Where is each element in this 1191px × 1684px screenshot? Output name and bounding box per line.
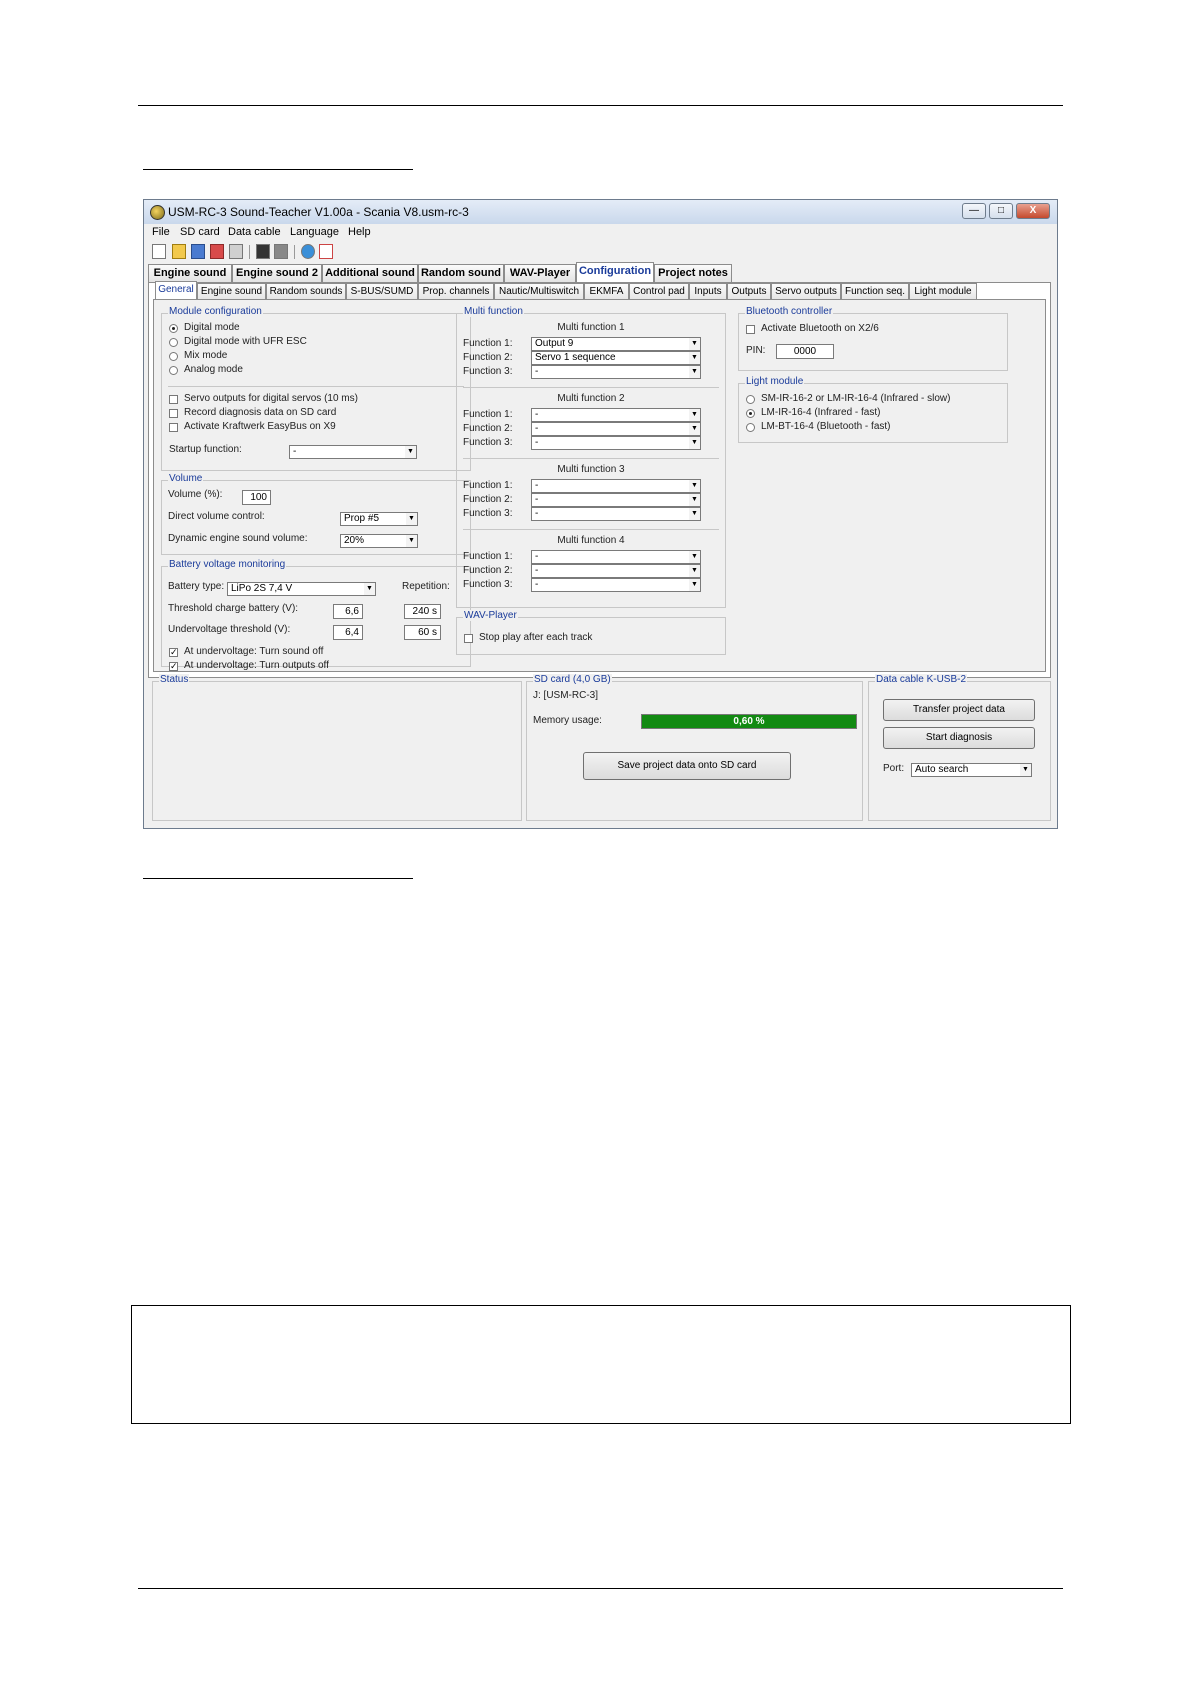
close-button[interactable]: X <box>1016 203 1050 219</box>
divider <box>463 458 719 459</box>
battery-monitoring-group <box>161 559 471 671</box>
save-icon[interactable] <box>191 244 205 259</box>
note-box <box>131 1305 1071 1424</box>
subtab-general[interactable]: General <box>155 281 197 299</box>
tab-configuration[interactable]: Configuration <box>576 262 654 282</box>
section-underline-2 <box>143 878 413 879</box>
direct-volume-select[interactable] <box>340 512 418 526</box>
select-value: - <box>293 446 297 457</box>
group-title: Status <box>160 674 189 685</box>
threshold-repetition-input[interactable]: 240 s <box>404 604 441 619</box>
subtab-inputs[interactable]: Inputs <box>689 283 727 299</box>
chevron-down-icon: ▼ <box>689 338 700 350</box>
battery-type-label: Battery type: <box>168 581 225 592</box>
maximize-button[interactable]: □ <box>989 203 1013 219</box>
select-value: Servo 1 sequence <box>535 352 616 363</box>
connect-icon[interactable] <box>274 244 288 259</box>
app-window <box>143 199 1058 829</box>
port-label: Port: <box>883 763 905 774</box>
info-icon[interactable] <box>319 244 333 259</box>
save-as-icon[interactable] <box>210 244 224 259</box>
configuration-page <box>148 282 1051 678</box>
menu-file[interactable]: File <box>152 226 170 238</box>
toolbar <box>144 242 1057 262</box>
dynamic-volume-select[interactable] <box>340 534 418 548</box>
group-title: Volume <box>169 473 203 484</box>
subtab-nautic-multiswitch[interactable]: Nautic/Multiswitch <box>494 283 584 299</box>
multi-function-heading: Multi function 2 <box>557 393 625 404</box>
multi-function-heading: Multi function 3 <box>557 464 625 475</box>
function-label: Function 1: <box>463 338 513 349</box>
startup-function-select[interactable] <box>289 445 417 459</box>
tab-additional-sound[interactable]: Additional sound <box>322 264 418 282</box>
chevron-down-icon: ▼ <box>689 480 700 492</box>
group-title: Data cable K-USB-2 <box>876 674 967 685</box>
function-label: Function 2: <box>463 565 513 576</box>
startup-function-label: Startup function: <box>169 444 242 455</box>
header-rule <box>138 105 1063 106</box>
select-value: - <box>535 494 539 505</box>
pin-label: PIN: <box>746 345 766 356</box>
menu-help[interactable]: Help <box>348 226 371 238</box>
checkbox-label: At undervoltage: Turn outputs off <box>184 660 329 671</box>
checkbox-easybus[interactable] <box>169 423 178 432</box>
select-value: 20% <box>344 535 365 546</box>
menu-data-cable[interactable]: Data cable <box>228 226 281 238</box>
function-select[interactable] <box>531 337 701 351</box>
tab-wav-player[interactable]: WAV-Player <box>504 264 576 282</box>
group-title: Battery voltage monitoring <box>169 559 286 570</box>
chevron-down-icon: ▼ <box>689 551 700 563</box>
group-title: Module configuration <box>169 306 262 317</box>
volume-group <box>161 473 471 555</box>
function-label: Function 2: <box>463 423 513 434</box>
function-select[interactable] <box>531 493 701 507</box>
app-icon <box>150 205 165 220</box>
select-value: - <box>535 366 539 377</box>
pin-input[interactable]: 0000 <box>776 344 834 359</box>
select-value: - <box>535 579 539 590</box>
radio-light-fast[interactable] <box>746 409 755 418</box>
port-select[interactable] <box>911 763 1032 777</box>
multi-function-heading: Multi function 4 <box>557 535 625 546</box>
select-value: - <box>535 437 539 448</box>
tab-engine-sound[interactable]: Engine sound <box>148 264 232 282</box>
minimize-button[interactable]: — <box>962 203 986 219</box>
tab-project-notes[interactable]: Project notes <box>654 264 732 282</box>
function-select[interactable] <box>531 479 701 493</box>
function-label: Function 2: <box>463 494 513 505</box>
function-select[interactable] <box>531 422 701 436</box>
select-value: Auto search <box>915 764 969 775</box>
threshold-charge-label: Threshold charge battery (V): <box>168 603 299 614</box>
chevron-down-icon: ▼ <box>689 352 700 364</box>
chevron-down-icon: ▼ <box>689 409 700 421</box>
checkbox-undervoltage-outputs[interactable]: ✓ <box>170 661 178 671</box>
radio-label: Mix mode <box>184 350 228 361</box>
group-title: SD card (4,0 GB) <box>534 674 611 685</box>
wav-player-group <box>456 610 726 655</box>
chevron-down-icon: ▼ <box>689 494 700 506</box>
memory-usage-value: 0,60 % <box>733 716 765 727</box>
data-cable-panel <box>868 674 1051 821</box>
window-title: USM-RC-3 Sound-Teacher V1.00a - Scania V8.usm-rc-3 <box>168 205 469 219</box>
radio-digital-mode-ufr[interactable] <box>169 338 178 347</box>
battery-type-select[interactable] <box>227 582 376 596</box>
function-label: Function 1: <box>463 551 513 562</box>
multi-function-heading: Multi function 1 <box>557 322 625 333</box>
multi-function-group <box>456 306 726 608</box>
title-bar <box>144 200 1057 224</box>
tab-random-sound[interactable]: Random sound <box>418 264 504 282</box>
chevron-down-icon: ▼ <box>406 513 417 525</box>
divider <box>463 387 719 388</box>
select-value: Prop #5 <box>344 513 380 524</box>
status-panel <box>152 674 522 821</box>
start-diagnosis-button[interactable]: Start diagnosis <box>883 727 1035 749</box>
chevron-down-icon: ▼ <box>689 508 700 520</box>
checkbox-label: Stop play after each track <box>479 632 593 643</box>
select-value: - <box>535 409 539 420</box>
print-icon[interactable] <box>229 244 243 259</box>
radio-light-bluetooth[interactable] <box>746 423 755 432</box>
group-title: WAV-Player <box>464 610 517 621</box>
checkbox-servo-outputs[interactable] <box>169 395 178 404</box>
chevron-down-icon: ▼ <box>689 366 700 378</box>
general-page <box>153 299 1046 672</box>
radio-label: Digital mode with UFR ESC <box>184 336 307 347</box>
checkbox-label: Activate Kraftwerk EasyBus on X9 <box>184 421 336 432</box>
sd-card-panel <box>526 674 863 821</box>
select-value: - <box>535 423 539 434</box>
module-configuration-group <box>161 306 471 471</box>
chevron-down-icon: ▼ <box>406 535 417 547</box>
select-value: - <box>535 551 539 562</box>
subtab-random-sounds[interactable]: Random sounds <box>266 283 346 299</box>
subtab-function-seq[interactable]: Function seq. <box>841 283 909 299</box>
function-select[interactable] <box>531 507 701 521</box>
function-label: Function 2: <box>463 352 513 363</box>
function-label: Function 1: <box>463 409 513 420</box>
chevron-down-icon: ▼ <box>364 583 375 595</box>
function-select[interactable] <box>531 365 701 379</box>
section-underline-1 <box>143 169 413 170</box>
subtab-servo-outputs[interactable]: Servo outputs <box>771 283 841 299</box>
group-title: Multi function <box>464 306 523 317</box>
radio-digital-mode[interactable] <box>169 324 178 333</box>
toolbar-separator <box>249 245 250 259</box>
radio-analog-mode[interactable] <box>169 366 178 375</box>
checkbox-label: Record diagnosis data on SD card <box>184 407 337 418</box>
toolbar-separator <box>294 245 295 259</box>
chip-icon[interactable] <box>256 244 270 259</box>
function-select[interactable] <box>531 351 701 365</box>
checkbox-activate-bluetooth[interactable] <box>746 325 755 334</box>
subtab-prop-channels[interactable]: Prop. channels <box>418 283 494 299</box>
group-title: Bluetooth controller <box>746 306 833 317</box>
radio-light-slow[interactable] <box>746 395 755 404</box>
radio-label: LM-BT-16-4 (Bluetooth - fast) <box>761 421 891 432</box>
help-icon[interactable] <box>301 244 315 259</box>
transfer-project-button[interactable]: Transfer project data <box>883 699 1035 721</box>
save-to-sd-button[interactable]: Save project data onto SD card <box>583 752 791 780</box>
main-tab-strip <box>148 264 1053 282</box>
menu-sd-card[interactable]: SD card <box>180 226 220 238</box>
repetition-label: Repetition: <box>402 581 450 592</box>
radio-label: SM-IR-16-2 or LM-IR-16-4 (Infrared - slow) <box>761 393 951 404</box>
menu-bar <box>144 224 1057 242</box>
subtab-sbus-sumd[interactable]: S-BUS/SUMD <box>346 283 418 299</box>
tab-engine-sound-2[interactable]: Engine sound 2 <box>232 264 322 282</box>
chevron-down-icon: ▼ <box>1020 764 1031 776</box>
checkbox-undervoltage-sound[interactable]: ✓ <box>170 647 178 657</box>
divider <box>168 386 464 387</box>
subtab-engine-sound[interactable]: Engine sound <box>197 283 266 299</box>
select-value: - <box>535 508 539 519</box>
checkbox-label: Servo outputs for digital servos (10 ms) <box>184 393 358 404</box>
select-value: - <box>535 565 539 576</box>
direct-volume-label: Direct volume control: <box>168 511 265 522</box>
function-select[interactable] <box>531 550 701 564</box>
function-select[interactable] <box>531 564 701 578</box>
open-icon[interactable] <box>172 244 186 259</box>
subtab-light-module[interactable]: Light module <box>909 283 977 299</box>
checkbox-record-diagnosis[interactable] <box>169 409 178 418</box>
checkbox-label: Activate Bluetooth on X2/6 <box>761 323 879 334</box>
function-select[interactable] <box>531 436 701 450</box>
checkbox-stop-play[interactable] <box>464 634 473 643</box>
undervoltage-threshold-label: Undervoltage threshold (V): <box>168 624 291 635</box>
radio-mix-mode[interactable] <box>169 352 178 361</box>
volume-label: Volume (%): <box>168 489 223 500</box>
select-value: LiPo 2S 7,4 V <box>231 583 293 594</box>
subtab-control-pad[interactable]: Control pad <box>629 283 689 299</box>
chevron-down-icon: ▼ <box>405 446 416 458</box>
divider <box>463 529 719 530</box>
sd-drive-label: J: [USM-RC-3] <box>533 690 598 701</box>
chevron-down-icon: ▼ <box>689 579 700 591</box>
function-select[interactable] <box>531 578 701 592</box>
light-module-group <box>738 376 1008 443</box>
volume-input[interactable]: 100 <box>242 490 271 505</box>
function-label: Function 3: <box>463 366 513 377</box>
footer-rule <box>138 1588 1063 1589</box>
radio-label: LM-IR-16-4 (Infrared - fast) <box>761 407 881 418</box>
new-icon[interactable] <box>152 244 166 259</box>
chevron-down-icon: ▼ <box>689 437 700 449</box>
threshold-charge-input[interactable]: 6,6 <box>333 604 363 619</box>
group-title: Light module <box>746 376 804 387</box>
chevron-down-icon: ▼ <box>689 565 700 577</box>
subtab-ekmfa[interactable]: EKMFA <box>584 283 629 299</box>
dynamic-volume-label: Dynamic engine sound volume: <box>168 533 308 544</box>
chevron-down-icon: ▼ <box>689 423 700 435</box>
function-label: Function 3: <box>463 579 513 590</box>
memory-usage-label: Memory usage: <box>533 715 602 726</box>
undervoltage-threshold-input[interactable]: 6,4 <box>333 625 363 640</box>
menu-language[interactable]: Language <box>290 226 339 238</box>
select-value: - <box>535 480 539 491</box>
radio-label: Digital mode <box>184 322 240 333</box>
function-select[interactable] <box>531 408 701 422</box>
bluetooth-group <box>738 306 1008 371</box>
undervoltage-repetition-input[interactable]: 60 s <box>404 625 441 640</box>
function-label: Function 3: <box>463 437 513 448</box>
subtab-outputs[interactable]: Outputs <box>727 283 771 299</box>
function-label: Function 1: <box>463 480 513 491</box>
memory-usage-bar <box>641 714 857 729</box>
function-label: Function 3: <box>463 508 513 519</box>
checkbox-label: At undervoltage: Turn sound off <box>184 646 324 657</box>
radio-label: Analog mode <box>184 364 243 375</box>
select-value: Output 9 <box>535 338 574 349</box>
